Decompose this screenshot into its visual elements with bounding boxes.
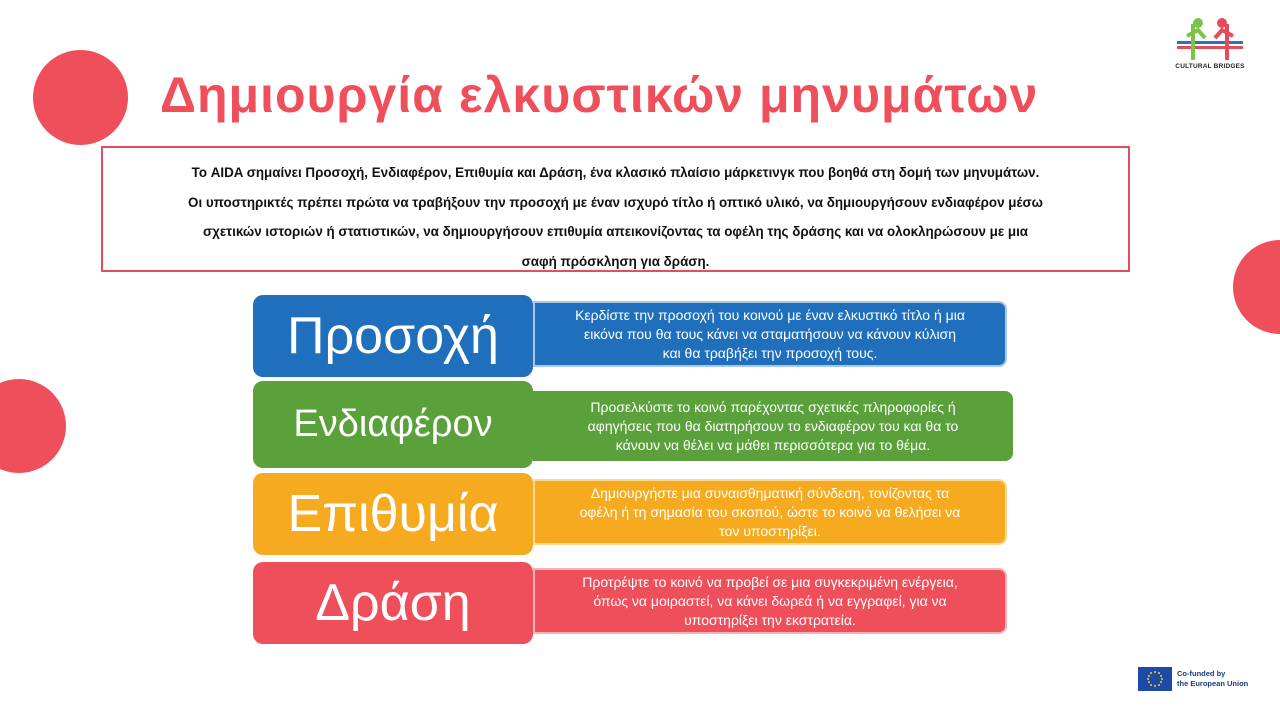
intro-line: Το AIDA σημαίνει Προσοχή, Ενδιαφέρον, Επιθυμία και Δράση, ένα κλασικό πλαίσιο μάρκετινγκ που βοηθά στη δομή των μηνυμάτων. bbox=[191, 165, 1040, 180]
people-bridge-icon bbox=[1173, 14, 1247, 64]
page-title: Δημιουργία ελκυστικών μηνυμάτων bbox=[160, 67, 1039, 123]
step-desc-line: τον υποστηρίξει. bbox=[719, 522, 821, 539]
decor-circle-right bbox=[1233, 240, 1280, 334]
step-desc-line: Δημιουργήστε μια συναισθηματική σύνδεση, τονίζοντας τα bbox=[590, 484, 950, 501]
intro-line: σαφή πρόσκληση για δράση. bbox=[521, 253, 710, 269]
step-label: Ενδιαφέρον bbox=[253, 381, 533, 468]
intro-line: σχετικών ιστοριών ή στατιστικών, να δημιουργήσουν επιθυμία απεικονίζοντας τα οφέλη της δράσης και να ολοκληρώσουν με μια bbox=[202, 224, 1029, 239]
step-desc-line: και θα τραβήξει την προσοχή τους. bbox=[662, 344, 878, 361]
step-desc-line: Προσελκύστε το κοινό παρέχοντας σχετικές πληροφορίες ή bbox=[590, 398, 956, 415]
step-description bbox=[533, 479, 1007, 545]
eu-cofunded-label bbox=[1177, 669, 1257, 689]
intro-box bbox=[101, 146, 1130, 272]
decor-circle-left bbox=[0, 379, 66, 473]
logo-name: CULTURAL BRIDGES bbox=[1175, 63, 1245, 70]
step-desc-line: όπως να μοιραστεί, να κάνει δωρεά ή να εγγραφεί, για να bbox=[593, 592, 947, 609]
eu-flag-icon bbox=[1138, 667, 1172, 691]
step-label: Προσοχή bbox=[253, 295, 533, 377]
step-desc-line: εικόνα που θα τους κάνει να σταματήσουν να κάνουν κύλιση bbox=[583, 325, 956, 342]
step-label: Δράση bbox=[253, 562, 533, 644]
step-desc-line: Προτρέψτε το κοινό να προβεί σε μια συγκεκριμένη ενέργεια, bbox=[582, 573, 958, 590]
intro-line: Οι υποστηρικτές πρέπει πρώτα να τραβήξουν την προσοχή με έναν ισχυρό τίτλο ή οπτικό υλικό, να δημιουργήσουν ενδιαφέρον μέσω bbox=[188, 194, 1043, 210]
step-description bbox=[533, 301, 1007, 367]
step-desc-line: αφηγήσεις που θα διατηρήσουν το ενδιαφέρον του και θα το bbox=[587, 417, 959, 434]
eu-line1: Co-funded by bbox=[1177, 669, 1226, 678]
step-desc-line: υποστηρίξει την εκστρατεία. bbox=[684, 611, 856, 628]
step-description bbox=[533, 391, 1013, 461]
step-label: Επιθυμία bbox=[253, 473, 533, 555]
step-description bbox=[533, 568, 1007, 634]
step-desc-line: οφέλη ή τη σημασία του σκοπού, ώστε το κοινό να θελήσει να bbox=[579, 503, 961, 520]
eu-line2: the European Union bbox=[1177, 679, 1249, 688]
decor-circle-top-left bbox=[33, 50, 128, 145]
step-desc-line: Κερδίστε την προσοχή του κοινού με έναν ελκυστικό τίτλο ή μια bbox=[575, 306, 965, 323]
step-desc-line: κάνουν να θέλει να μάθει περισσότερα για το θέμα. bbox=[615, 436, 931, 453]
